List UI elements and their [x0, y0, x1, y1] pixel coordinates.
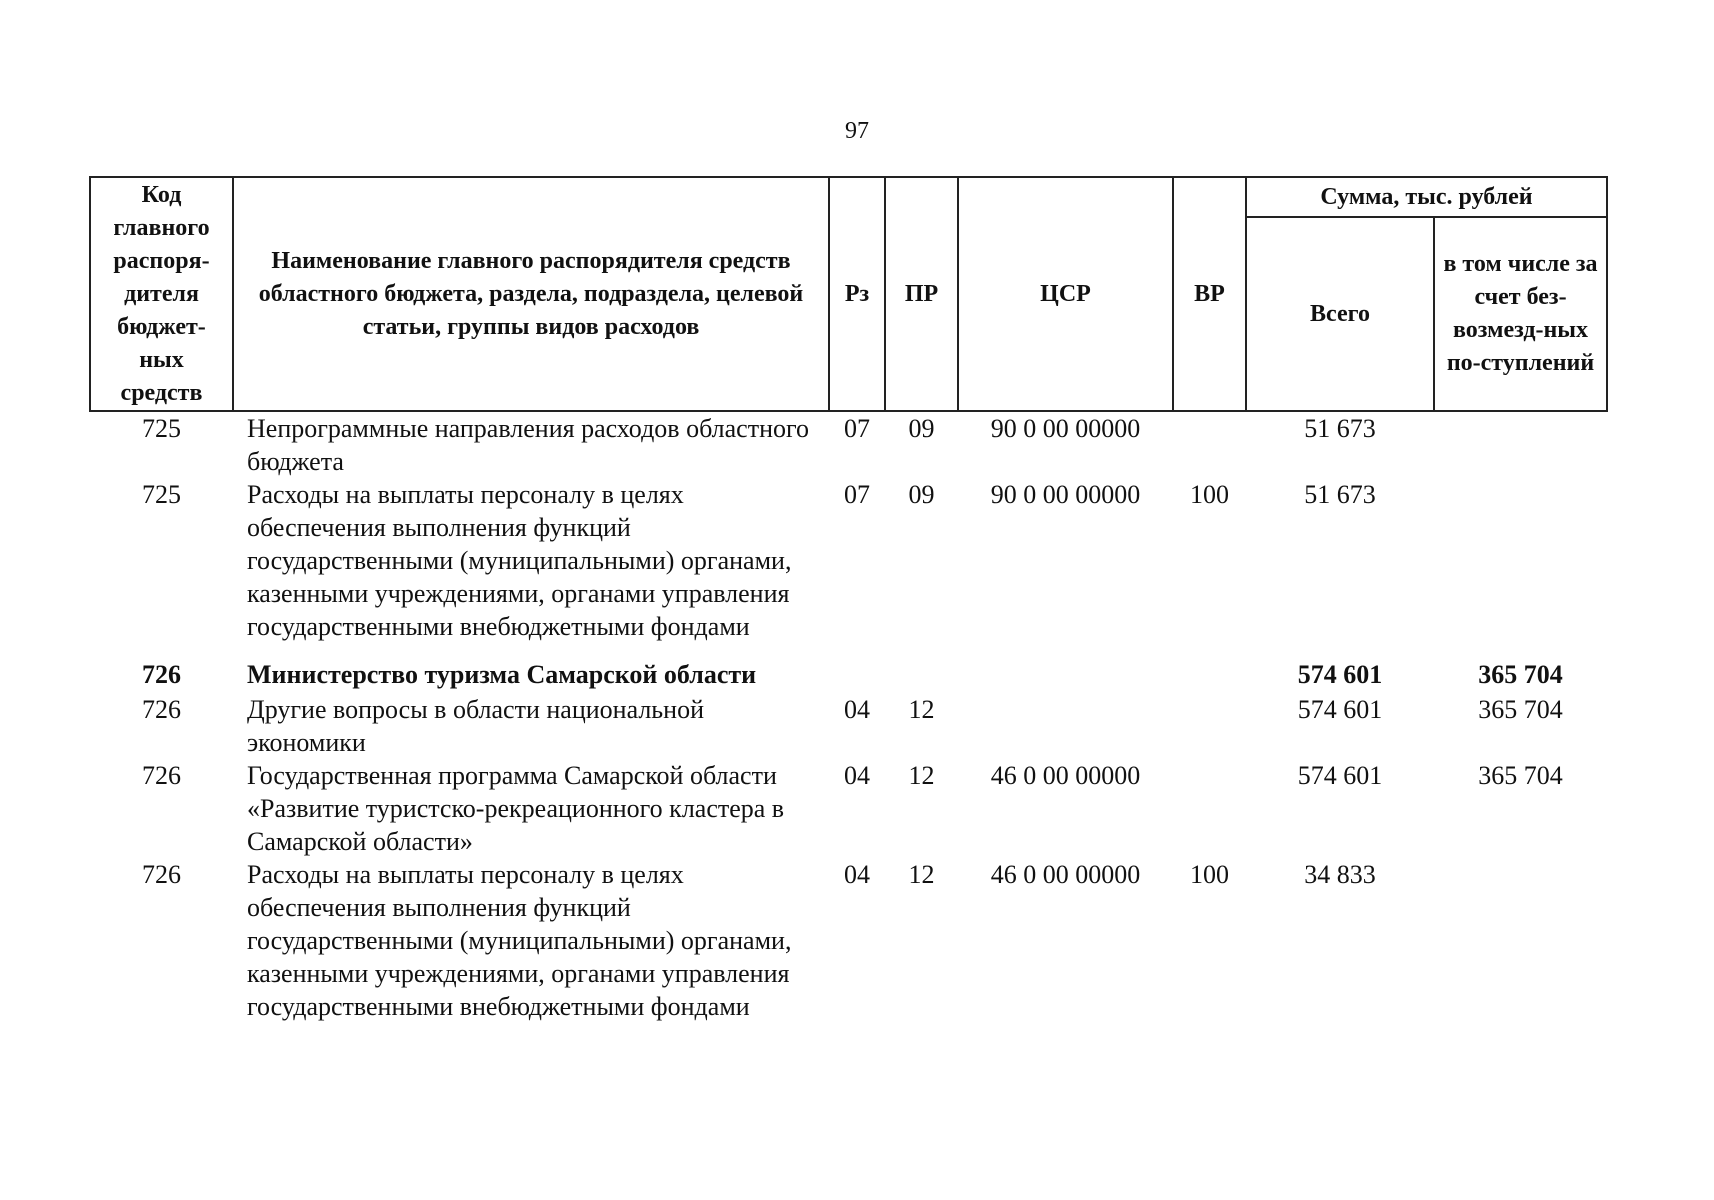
cell-code: 725	[142, 480, 181, 509]
cell-free	[1434, 411, 1607, 478]
cell-free: 365 704	[1478, 695, 1563, 724]
table-row	[90, 858, 1607, 1038]
cell-total: 574 601	[1297, 660, 1383, 689]
table-header	[90, 177, 1607, 411]
cell-rz	[829, 658, 885, 693]
header-sum-group: Сумма, тыс. рублей	[1246, 177, 1607, 217]
cell-total: 51 673	[1304, 480, 1376, 509]
cell-code: 726	[142, 695, 181, 724]
cell-csr: 90 0 00 00000	[990, 414, 1141, 443]
table-body	[90, 411, 1607, 1038]
table-row	[90, 693, 1607, 759]
cell-free	[1434, 858, 1607, 1038]
cell-free	[1434, 478, 1607, 658]
header-name: Наименование главного распорядителя средств областного бюджета, раздела, подраздела, целевой статьи, группы видов расходов	[233, 177, 829, 411]
page-number: 97	[845, 118, 869, 144]
cell-pr	[885, 658, 958, 693]
cell-csr: 90 0 00 00000	[990, 480, 1141, 509]
cell-name: Государственная программа Самарской области «Развитие туристско-рекреационного кластера в Самарской области»	[247, 761, 785, 856]
cell-pr: 12	[908, 695, 935, 724]
table-row	[90, 411, 1607, 478]
cell-rz: 04	[844, 761, 870, 790]
cell-vr	[1173, 759, 1246, 858]
header-pr: ПР	[885, 177, 958, 411]
cell-total: 574 601	[1297, 761, 1383, 790]
header-csr: ЦСР	[958, 177, 1173, 411]
header-vr: ВР	[1173, 177, 1246, 411]
cell-rz: 04	[844, 860, 870, 889]
cell-code: 726	[142, 860, 181, 889]
cell-name: Расходы на выплаты персоналу в целях обеспечения выполнения функций государственными (муниципальными) органами, казенными учреждениями, органами управления государственными внебюджетными фондами	[247, 480, 792, 641]
cell-free: 365 704	[1478, 761, 1563, 790]
cell-csr: 46 0 00 00000	[990, 860, 1141, 889]
cell-code: 726	[142, 660, 181, 689]
cell-name: Министерство туризма Самарской области	[247, 660, 757, 689]
cell-name: Непрограммные направления расходов областного бюджета	[247, 414, 809, 476]
cell-vr	[1173, 658, 1246, 693]
cell-csr	[958, 658, 1173, 693]
header-rz: Рз	[829, 177, 885, 411]
cell-vr	[1173, 693, 1246, 759]
cell-pr: 09	[908, 480, 935, 509]
cell-rz: 07	[844, 480, 870, 509]
cell-code: 725	[142, 414, 181, 443]
cell-csr: 46 0 00 00000	[990, 761, 1141, 790]
cell-name: Расходы на выплаты персоналу в целях обеспечения выполнения функций государственными (муниципальными) органами, казенными учреждениями, органами управления государственными внебюджетными фондами	[247, 860, 792, 1021]
cell-rz: 04	[844, 695, 870, 724]
cell-total: 51 673	[1304, 414, 1376, 443]
cell-name: Другие вопросы в области национальной экономики	[247, 695, 704, 757]
table-row	[90, 658, 1607, 693]
header-free: в том числе за счет без-возмезд-ных по-ступлений	[1434, 217, 1607, 411]
cell-vr: 100	[1190, 860, 1229, 889]
header-total: Всего	[1246, 217, 1434, 411]
cell-code: 726	[142, 761, 181, 790]
cell-rz: 07	[844, 414, 870, 443]
cell-total: 34 833	[1304, 860, 1376, 889]
table-row	[90, 478, 1607, 658]
cell-pr: 12	[908, 860, 935, 889]
budget-table	[89, 176, 1608, 1038]
table-row	[90, 759, 1607, 858]
cell-csr	[958, 693, 1173, 759]
cell-pr: 12	[908, 761, 935, 790]
cell-total: 574 601	[1297, 695, 1383, 724]
cell-vr: 100	[1190, 480, 1229, 509]
header-code: Код главного распоря-дителя бюджет-ных средств	[90, 177, 233, 411]
cell-free: 365 704	[1478, 660, 1563, 689]
cell-vr	[1173, 411, 1246, 478]
cell-pr: 09	[908, 414, 935, 443]
